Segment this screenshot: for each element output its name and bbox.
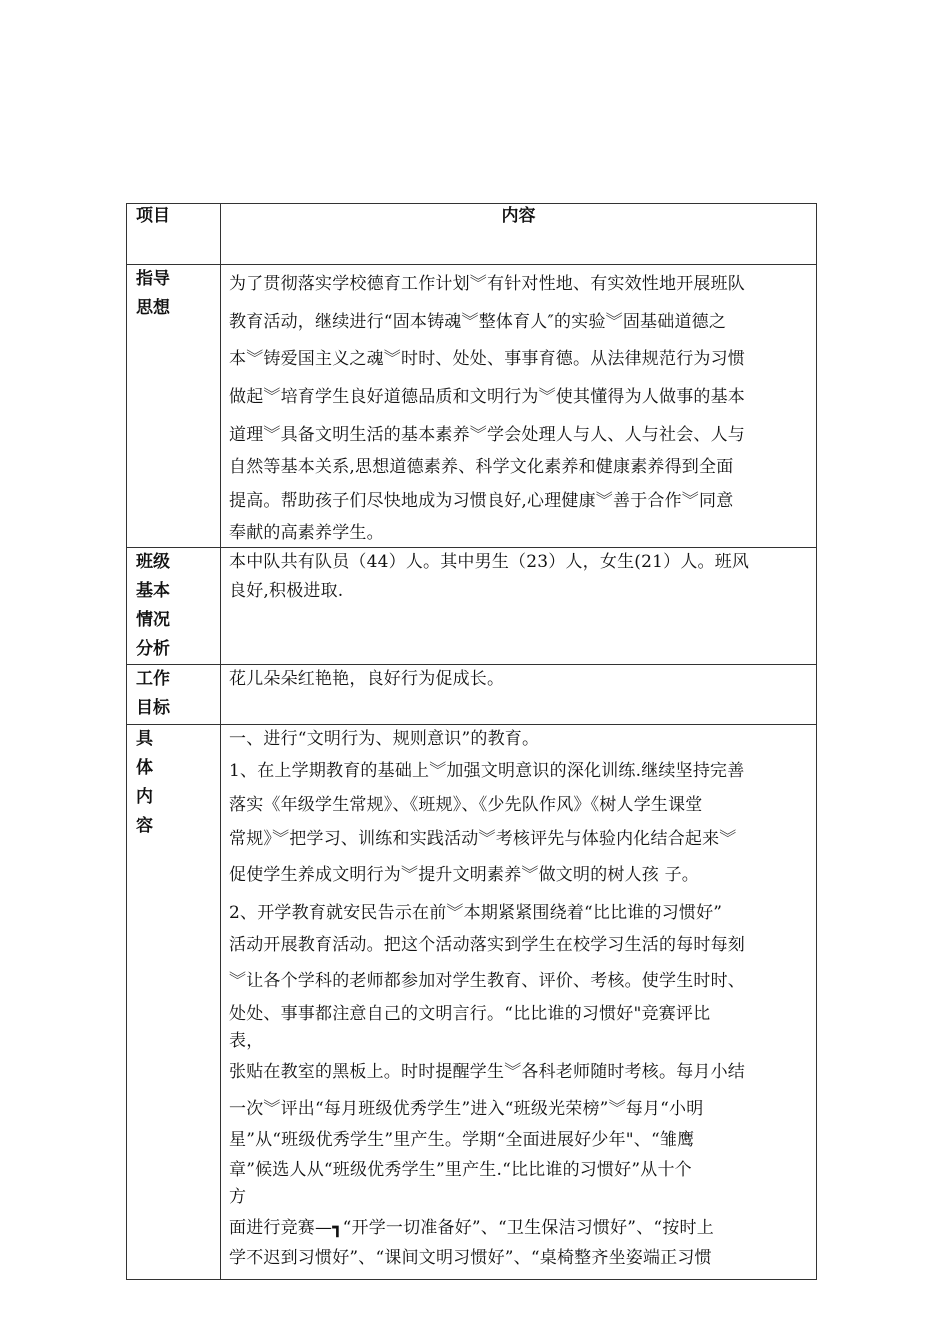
- row-guiding-thought: [127, 265, 817, 548]
- text-line: 面进行竞赛—┓“开学一切准备好”、“卫生保洁习惯好”、“按时上: [229, 1218, 714, 1238]
- row-label-cell: [127, 265, 221, 548]
- text-line: 本中队共有队员（44）人。其中男生（23）人，女生(21）人。班风: [229, 552, 750, 572]
- text-line: 常规》︾把学习、训练和实践活动︾考核评先与体验内化结合起来︾: [229, 829, 737, 849]
- text-line: 提高。帮助孩子们尽快地成为习惯良好,心理健康︾善于合作︾同意: [229, 491, 734, 511]
- text-line: 落实《年级学生常规》、《班规》、《少先队作风》《树人学生课堂: [229, 795, 703, 815]
- row-label-class-analysis: 班级 基本 情况 分析: [136, 552, 170, 659]
- text-line: 做起︾培育学生良好道德品质和文明行为︾使其懂得为人做事的基本: [229, 387, 745, 407]
- work-goal-text: [221, 665, 816, 694]
- text-line: 本︾铸爱国主义之魂︾时时、处处、事事育德。从法律规范行为习惯: [229, 349, 745, 369]
- text-line: 一次︾评出“每月班级优秀学生”进入“班级光荣榜”︾每月“小明: [229, 1099, 704, 1119]
- text-line: ︾让各个学科的老师都参加对学生教育、评价、考核。使学生时时、: [229, 971, 745, 991]
- row-content-cell: [221, 665, 817, 725]
- text-line: 自然等基本关系,思想道德素养、科学文化素养和健康素养得到全面: [229, 457, 734, 477]
- text-line: 一、进行“文明行为、规则意识”的教育。: [229, 729, 540, 749]
- specific-content-text: [221, 725, 816, 1273]
- text-line: 处处、事事都注意自己的文明言行。“比比谁的习惯好"竞赛评比: [229, 1004, 711, 1024]
- text-line: 张贴在教室的黑板上。时时提醒学生︾各科老师随时考核。每月小结: [229, 1062, 745, 1082]
- text-line: 良好,积极进取.: [229, 581, 344, 601]
- text-line: 2、开学教育就安民告示在前︾本期紧紧围绕着“比比谁的习惯好”: [229, 903, 723, 923]
- text-line: 学不迟到习惯好”、“课间文明习惯好”、“桌椅整齐坐姿端正习惯: [229, 1248, 712, 1268]
- text-line: 为了贯彻落实学校德育工作计划︾有针对性地、有实效性地开展班队: [229, 274, 745, 294]
- text-line: 道理︾具备文明生活的基本素养︾学会处理人与人、人与社会、人与: [229, 425, 745, 445]
- text-line: 活动开展教育活动。把这个活动落实到学生在校学习生活的每时每刻: [229, 935, 745, 955]
- row-content-cell: [221, 725, 817, 1280]
- row-label-work-goal: 工作 目标: [136, 669, 170, 718]
- text-line: 教育活动，继续进行“固本铸魂︾整体育人″的实验︾固基础道德之: [229, 312, 727, 332]
- row-content-cell: [221, 548, 817, 665]
- row-label-specific-content: 具 体 内 容: [136, 729, 153, 836]
- text-line: 表，: [229, 1031, 264, 1051]
- text-line: 1、在上学期教育的基础上︾加强文明意识的深化训练.继续坚持完善: [229, 761, 745, 781]
- header-content-label: 内容: [501, 206, 536, 226]
- plan-table: [126, 203, 817, 1280]
- text-line: 星”从“班级优秀学生”里产生。学期“全面进展好少年"、“雏鹰: [229, 1130, 695, 1150]
- row-work-goal: [127, 665, 817, 725]
- row-label-cell: [127, 548, 221, 665]
- header-cell-content: [221, 204, 817, 265]
- class-analysis-text: [221, 548, 816, 606]
- row-class-analysis: [127, 548, 817, 665]
- guiding-thought-text: [221, 265, 816, 547]
- row-specific-content: [127, 725, 817, 1280]
- text-line: 方: [229, 1187, 247, 1207]
- row-label-cell: [127, 725, 221, 1280]
- text-line: 奉献的高素养学生。: [229, 523, 384, 543]
- row-content-cell: [221, 265, 817, 548]
- text-line: 花儿朵朵红艳艳，良好行为促成长。: [229, 669, 505, 689]
- text-line: 促使学生养成文明行为︾提升文明素养︾做文明的树人孩 子。: [229, 865, 700, 885]
- header-cell-item: [127, 204, 221, 265]
- header-item-label: 项目: [136, 206, 170, 226]
- row-label-guiding-thought: 指导 思想: [136, 269, 170, 318]
- text-line: 章”候选人从“班级优秀学生”里产生.“比比谁的习惯好”从十个: [229, 1160, 692, 1180]
- row-label-cell: [127, 665, 221, 725]
- header-row: [127, 204, 817, 265]
